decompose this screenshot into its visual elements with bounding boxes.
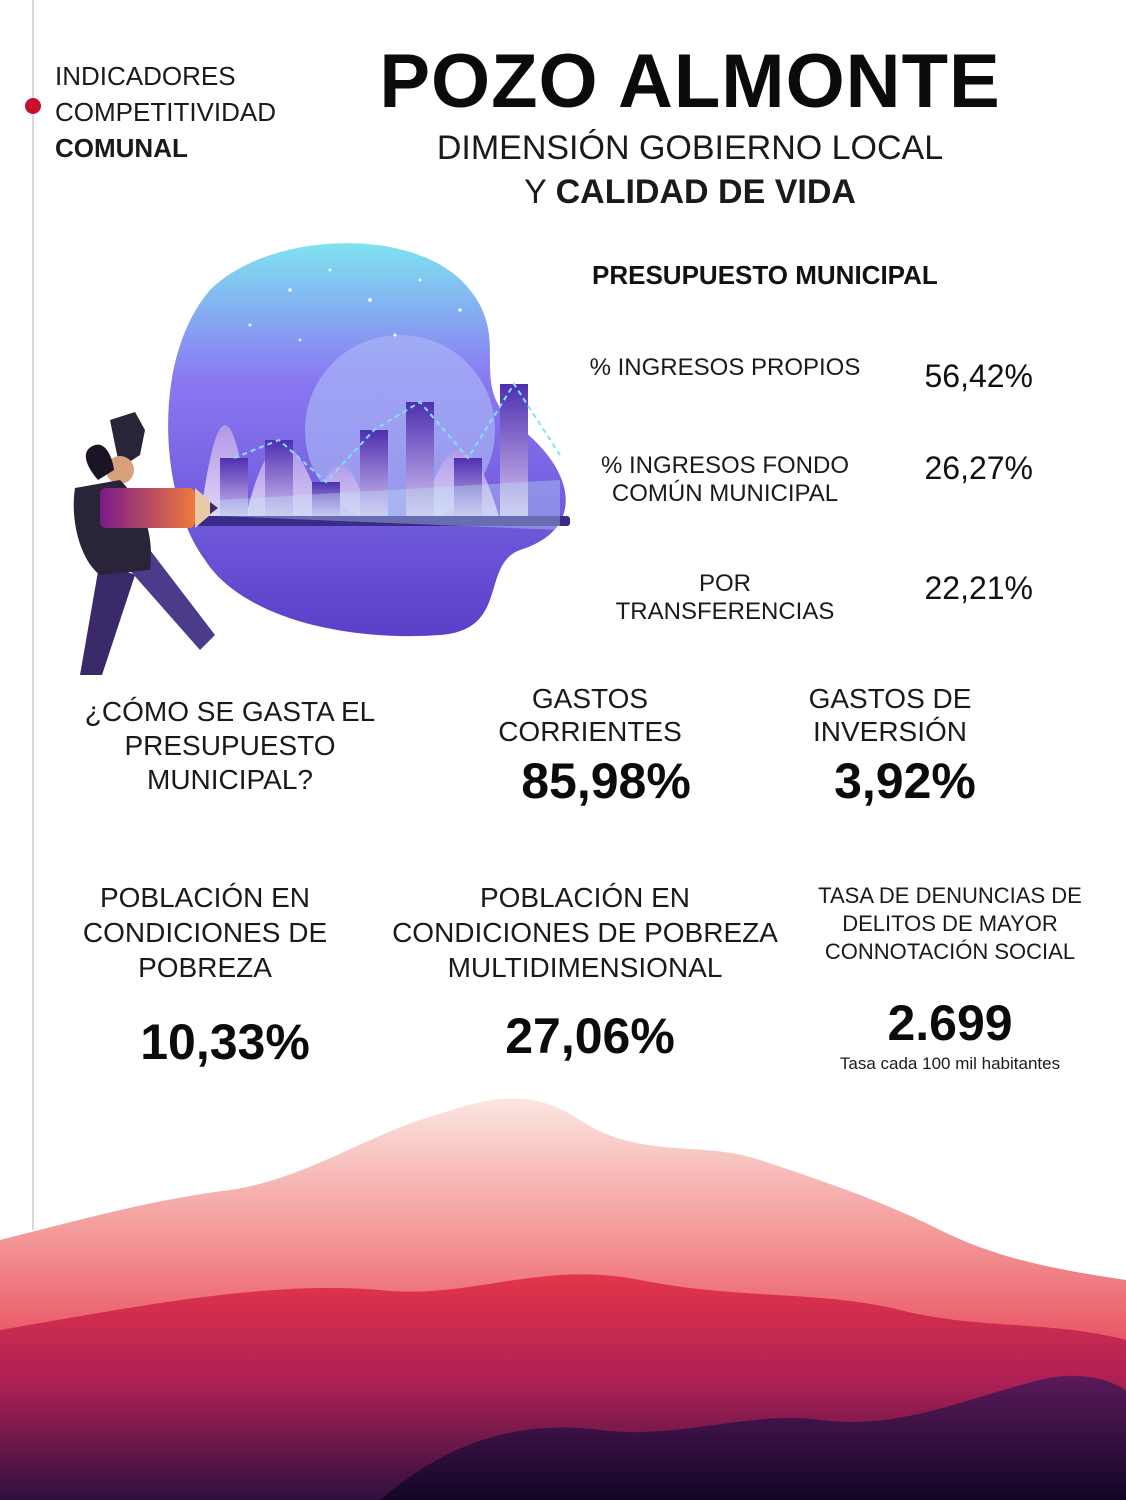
stat-label-line-2: DELITOS DE MAYOR (842, 911, 1058, 936)
mountains-decoration (0, 1080, 1126, 1500)
budget-row-value: 26,27% (924, 450, 1033, 486)
question-line-3: MUNICIPAL? (147, 764, 313, 795)
city-illustration (40, 230, 585, 675)
crime-rate-stat (800, 882, 1100, 1074)
brand-label (55, 58, 276, 166)
current-spending-stat (460, 682, 720, 810)
label-line-1: POR (698, 570, 751, 597)
brand-line-3: COMUNAL (55, 133, 188, 163)
label-line-1: % INGRESOS FONDO (600, 452, 850, 479)
poverty-stat (55, 880, 355, 1071)
stat-value: 27,06% (505, 1008, 675, 1064)
stat-label-line-1: POBLACIÓN EN (99, 882, 311, 913)
stat-label-line-2: CORRIENTES (498, 716, 682, 747)
spending-question (70, 695, 390, 797)
question-line-1: ¿CÓMO SE GASTA EL (84, 696, 376, 727)
stat-label-line-1: GASTOS (531, 683, 649, 714)
title-block (340, 38, 1040, 214)
brand-line-2: COMPETITIVIDAD (55, 97, 277, 127)
stat-label-line-2: CONDICIONES DE POBREZA (392, 917, 778, 948)
label-line-1: % INGRESOS PROPIOS (589, 354, 861, 381)
stat-value: 2.699 (887, 995, 1013, 1051)
stat-value: 85,98% (521, 753, 691, 809)
bullet-dot-icon (25, 98, 41, 114)
label-line-2: TRANSFERENCIAS (615, 598, 835, 625)
subtitle-prefix: Y (524, 173, 547, 211)
budget-row-value: 22,21% (924, 570, 1033, 606)
stat-label-line-2: INVERSIÓN (812, 716, 968, 747)
stat-label-line-1: TASA DE DENUNCIAS DE (818, 883, 1082, 908)
page-subtitle-2 (340, 170, 1040, 214)
stat-value: 3,92% (834, 753, 976, 809)
stat-note: Tasa cada 100 mil habitantes (839, 1054, 1061, 1073)
stat-label-line-1: POBLACIÓN EN (479, 882, 691, 913)
question-line-2: PRESUPUESTO (124, 730, 336, 761)
side-rule (32, 0, 34, 1230)
stat-label-line-3: MULTIDIMENSIONAL (447, 952, 723, 983)
brand-line-1: INDICADORES (55, 61, 236, 91)
subtitle-strong: CALIDAD DE VIDA (555, 173, 856, 211)
budget-row-label (585, 570, 865, 626)
budget-heading: PRESUPUESTO MUNICIPAL (592, 260, 938, 290)
page-title: POZO ALMONTE (379, 39, 1001, 124)
budget-row-value: 56,42% (924, 358, 1033, 394)
stat-label-line-1: GASTOS DE (808, 683, 972, 714)
label-line-2: COMÚN MUNICIPAL (611, 480, 839, 507)
stat-label-line-3: CONNOTACIÓN SOCIAL (824, 939, 1076, 964)
investment-spending-stat (760, 682, 1020, 810)
budget-row-label (585, 452, 865, 508)
multidim-poverty-stat (380, 880, 790, 1065)
stat-label-line-3: POBREZA (138, 952, 272, 983)
stat-value: 10,33% (140, 1014, 310, 1070)
budget-row-label (585, 354, 865, 382)
stat-label-line-2: CONDICIONES DE (82, 917, 328, 948)
page-subtitle: DIMENSIÓN GOBIERNO LOCAL (436, 129, 944, 167)
